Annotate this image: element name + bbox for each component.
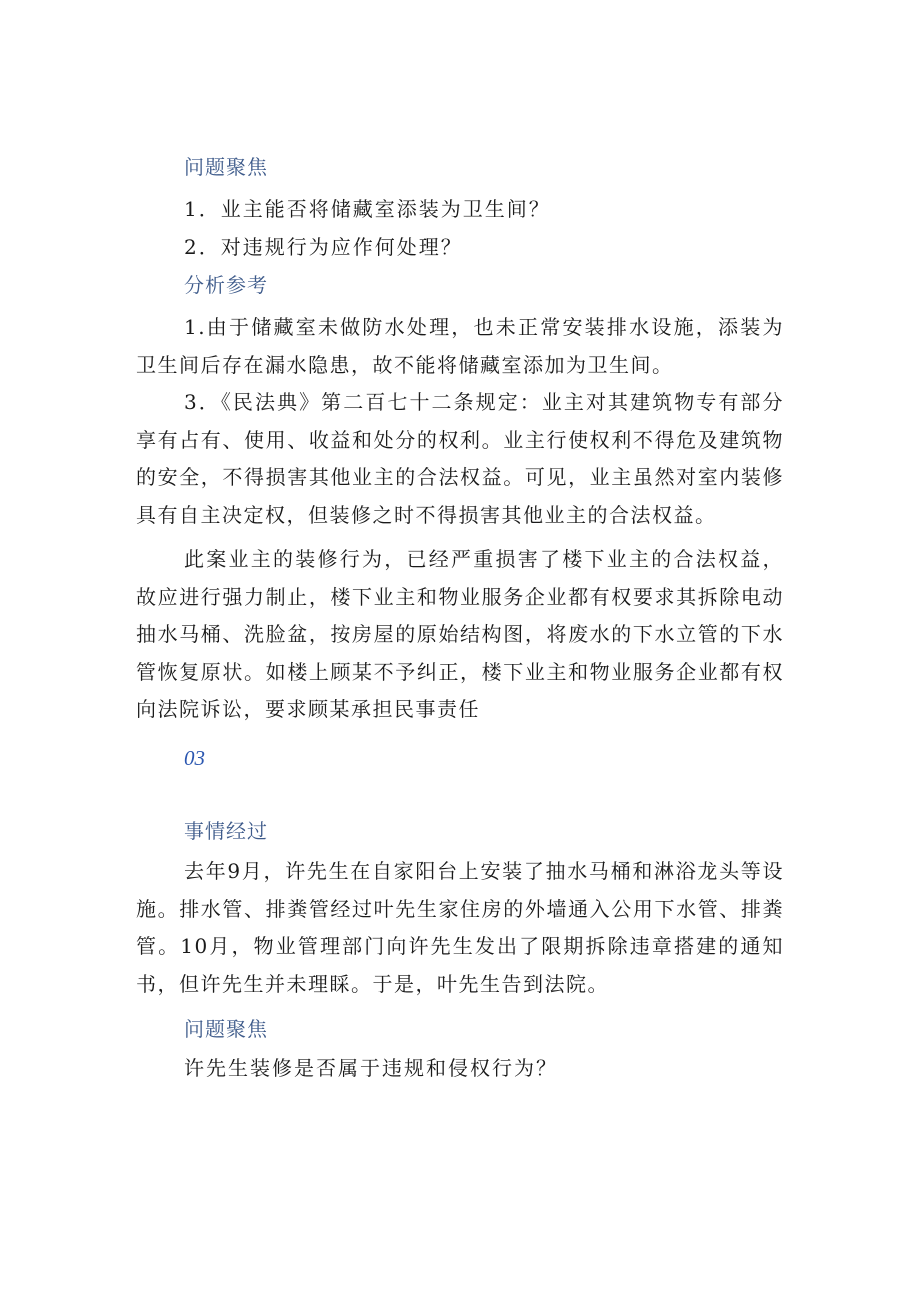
facts-paragraph: 去年9月，许先生在自家阳台上安装了抽水马桶和淋浴龙头等设施。排水管、排粪管经过叶先生家住房的外墙通入公用下水管、排粪管。10月，物业管理部门向许先生发出了限期拆除违章搭建的通知书，但许先生并未理睬。于是，叶先生告到法院。 <box>136 859 784 996</box>
section-number: 03 <box>184 746 205 770</box>
focus-heading-1: 问题聚焦 <box>184 155 268 179</box>
analysis-paragraph-3: 此案业主的装修行为，已经严重损害了楼下业主的合法权益，故应进行强力制止，楼下业主和物业服务企业都有权要求其拆除电动抽水马桶、洗脸盆，按房屋的原始结构图，将废水的下水立管的下水管恢复原状。如楼上顾某不予纠正，楼下业主和物业服务企业都有权向法院诉讼，要求顾某承担民事责任 <box>136 547 784 721</box>
focus-heading-2: 问题聚焦 <box>184 1017 268 1041</box>
analysis-heading: 分析参考 <box>184 273 268 297</box>
analysis-paragraph-1: 1.由于储藏室未做防水处理，也未正常安装排水设施，添装为卫生间后存在漏水隐患，故不能将储藏室添加为卫生间。 <box>136 315 784 377</box>
question-2: 2．对违规行为应作何处理？ <box>184 235 463 259</box>
facts-heading: 事情经过 <box>184 819 268 843</box>
question-3: 许先生装修是否属于违规和侵权行为？ <box>184 1056 558 1080</box>
analysis-paragraph-2: 3．《民法典》第二百七十二条规定：业主对其建筑物专有部分享有占有、使用、收益和处分的权利。业主行使权利不得危及建筑物的安全，不得损害其他业主的合法权益。可见，业主虽然对室内装修具有自主决定权，但装修之时不得损害其他业主的合法权益。 <box>136 390 784 527</box>
question-1: 1．业主能否将储藏室添装为卫生间？ <box>184 197 551 221</box>
